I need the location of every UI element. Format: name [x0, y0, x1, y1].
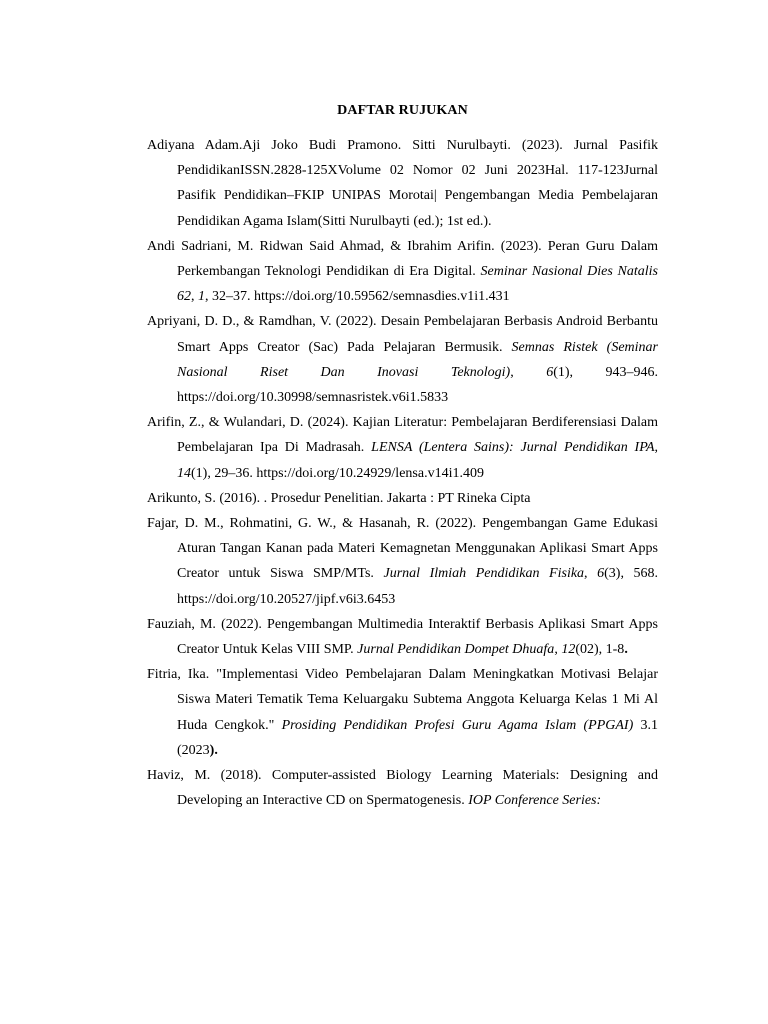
reference-text: , — [510, 364, 547, 380]
page-title: DAFTAR RUJUKAN — [337, 103, 468, 118]
reference-volume: 12 — [561, 642, 576, 658]
reference-text: , — [584, 566, 598, 582]
reference-text: 3.1 (2023 — [177, 717, 659, 758]
reference-entry — [147, 662, 658, 763]
reference-text: Fajar, D. M., Rohmatini, G. W., & Hasanah, R. (2022). Pengembangan Game Edukasi Aturan Tangan Kanan pada Materi Kemagnetan Menggunakan Aplikasi Smart Apps Creator untuk Siswa SMP/MTs. — [147, 516, 658, 582]
reference-text: Fitria, Ika. "Implementasi Video Pembelajaran Dalam Meningkatkan Motivasi Belajar Siswa Materi Tematik Tema Keluargaku Subtema Anggota Keluarga Kelas 1 Mi Al Huda Cengkok." — [147, 667, 658, 733]
reference-entry — [147, 511, 658, 612]
reference-text: (02), 1-8 — [575, 642, 625, 658]
reference-source: Seminar Nasional Dies Natalis 62 — [177, 264, 658, 305]
reference-entry — [147, 763, 658, 813]
reference-text: Arikunto, S. (2016). . Prosedur Penelitian. Jakarta : PT Rineka Cipta — [147, 490, 531, 506]
reference-source: Jurnal Ilmiah Pendidikan Fisika — [383, 566, 585, 582]
reference-text-bold: ). — [209, 742, 218, 758]
reference-text: Haviz, M. (2018). Computer-assisted Biology Learning Materials: Designing and Developing an Interactive CD on Spermatogenesis. — [147, 768, 658, 809]
reference-text: Adiyana Adam.Aji Joko Budi Pramono. Sitti Nurulbayti. (2023). Jurnal Pasifik PendidikanISSN.2828-125XVolume 02 Nomor 02 Juni 2023Hal. 117-123Jurnal Pasifik Pendidikan–FKIP UNIPAS Morotai| Pengembangan Media Pembelajaran Pendidikan Agama Islam(Sitti Nurulbayti (ed.); 1st ed.). — [147, 138, 658, 229]
reference-volume: 6 — [546, 364, 554, 380]
reference-text-bold: . — [624, 642, 628, 658]
reference-text: (1), 943–946. https://doi.org/10.30998/semnasristek.v6i1.5833 — [177, 364, 658, 406]
reference-list — [147, 133, 658, 813]
reference-volume: 6 — [597, 566, 605, 582]
reference-entry — [147, 612, 658, 662]
reference-text: , — [554, 642, 562, 658]
reference-text: , — [191, 289, 198, 305]
reference-text: Fauziah, M. (2022). Pengembangan Multimedia Interaktif Berbasis Aplikasi Smart Apps Creator Untuk Kelas VIII SMP. — [147, 616, 658, 658]
reference-entry — [147, 410, 658, 486]
reference-text: Arifin, Z., & Wulandari, D. (2024). Kajian Literatur: Pembelajaran Berdiferensiasi Dalam Pembelajaran Ipa Di Madrasah. — [147, 415, 658, 456]
reference-source: IOP Conference Series: — [468, 793, 602, 809]
reference-text: Andi Sadriani, M. Ridwan Said Ahmad, & Ibrahim Arifin. (2023). Peran Guru Dalam Perkembangan Teknologi Pendidikan di Era Digital. — [147, 238, 658, 280]
reference-source: Jurnal Pendidikan Dompet Dhuafa — [357, 642, 555, 658]
reference-entry — [147, 486, 658, 511]
reference-entry — [147, 309, 658, 410]
reference-volume: 1 — [198, 289, 205, 305]
reference-source: Semnas Ristek (Seminar Nasional Riset Dan Inovasi Teknologi) — [177, 339, 658, 380]
reference-source: Prosiding Pendidikan Profesi Guru Agama Islam (PPGAI) — [281, 717, 634, 733]
reference-entry — [147, 133, 658, 234]
reference-text: Apriyani, D. D., & Ramdhan, V. (2022). Desain Pembelajaran Berbasis Android Berbantu Smart Apps Creator (Sac) Pada Pelajaran Bermusik. — [147, 314, 658, 355]
reference-text: , 32–37. https://doi.org/10.59562/semnasdies.v1i1.431 — [205, 289, 510, 305]
reference-text: (1), 29–36. https://doi.org/10.24929/lensa.v14i1.409 — [191, 465, 484, 481]
reference-entry — [147, 234, 658, 310]
reference-source: LENSA (Lentera Sains): Jurnal Pendidikan IPA — [371, 440, 655, 456]
reference-text: (3), 568. https://doi.org/10.20527/jipf.v6i3.6453 — [177, 566, 659, 607]
reference-text: , — [654, 440, 659, 456]
reference-volume: 14 — [177, 465, 191, 481]
